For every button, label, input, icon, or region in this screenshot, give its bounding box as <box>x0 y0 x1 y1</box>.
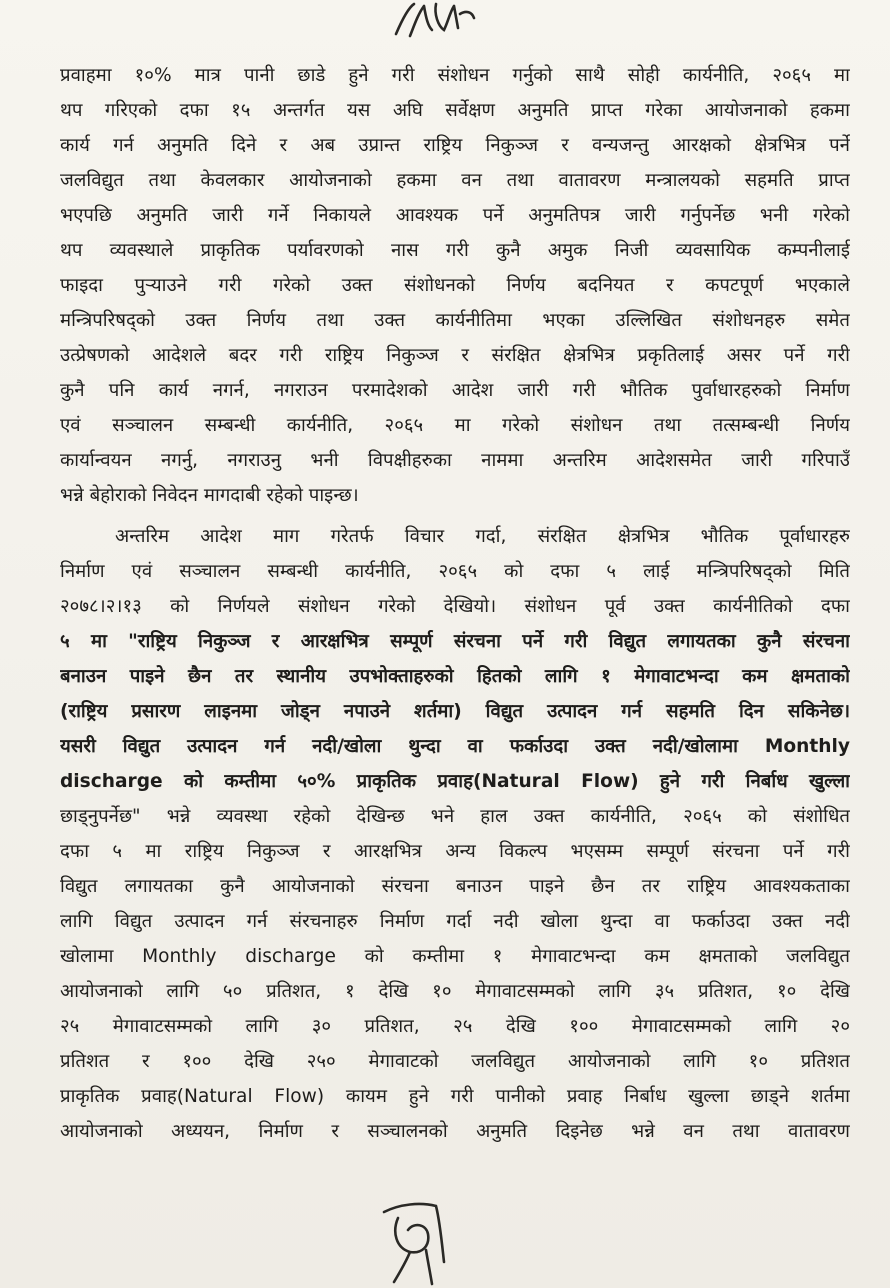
paragraph-2 <box>60 519 850 1149</box>
text-line: भन्ने बेहोराको निवेदन मागदाबी रहेको पाइन्छ। <box>60 485 359 506</box>
text-line: लागि विद्युत उत्पादन गर्न संरचनाहरु निर्माण गर्दा नदी खोला थुन्दा वा फर्काउदा उक्त नदी <box>60 911 850 932</box>
text-line: फाइदा पुऱ्याउने गरी गरेको उक्त संशोधनको निर्णय बदनियत र कपटपूर्ण भएकाले <box>60 275 850 296</box>
paragraph-1 <box>60 58 850 513</box>
handwritten-signature-bottom-icon <box>370 1192 460 1288</box>
quoted-text-line: यसरी विद्युत उत्पादन गर्न नदी/खोला थुन्दा वा फर्काउदा उक्त नदी/खोलामा Monthly <box>60 736 850 757</box>
text-line: २५ मेगावाटसम्मको लागि ३० प्रतिशत, २५ देखि १०० मेगावाटसम्मको लागि २० <box>60 1016 850 1037</box>
text-line: भएपछि अनुमति जारी गर्ने निकायले आवश्यक पर्ने अनुमतिपत्र जारी गर्नुपर्नेछ भनी गरेको <box>60 205 850 226</box>
handwritten-signature-top-icon <box>388 0 478 42</box>
text-line: अन्तरिम आदेश माग गरेतर्फ विचार गर्दा, संरक्षित क्षेत्रभित्र भौतिक पूर्वाधारहरु <box>115 526 850 547</box>
text-line: थप गरिएको दफा १५ अन्तर्गत यस अघि सर्वेक्षण अनुमति प्राप्त गरेका आयोजनाको हकमा <box>60 100 850 121</box>
text-line: मन्त्रिपरिषद्को उक्त निर्णय तथा उक्त कार्यनीतिमा भएका उल्लिखित संशोधनहरु समेत <box>60 310 850 331</box>
text-line: निर्माण एवं सञ्चालन सम्बन्धी कार्यनीति, २०६५ को दफा ५ लाई मन्त्रिपरिषद्को मिति <box>60 561 850 582</box>
text-line: आयोजनाको लागि ५० प्रतिशत, १ देखि १० मेगावाटसम्मको लागि ३५ प्रतिशत, १० देखि <box>60 981 850 1002</box>
text-line: २०७८।२।१३ को निर्णयले संशोधन गरेको देखियो। संशोधन पूर्व उक्त कार्यनीतिको दफा <box>60 596 850 617</box>
text-line: खोलामा Monthly discharge को कम्तीमा १ मेगावाटभन्दा कम क्षमताको जलविद्युत <box>60 946 850 967</box>
text-line: कार्य गर्न अनुमति दिने र अब उप्रान्त राष्ट्रिय निकुञ्ज र वन्यजन्तु आरक्षको क्षेत्रभित्र पर्ने <box>60 135 850 156</box>
text-line: एवं सञ्चालन सम्बन्धी कार्यनीति, २०६५ मा गरेको संशोधन तथा तत्सम्बन्धी निर्णय <box>60 415 850 436</box>
text-line: प्रवाहमा १०% मात्र पानी छाडे हुने गरी संशोधन गर्नुको साथै सोही कार्यनीति, २०६५ मा <box>60 65 850 86</box>
quoted-text-line: discharge को कम्तीमा ५०% प्राकृतिक प्रवाह(Natural Flow) हुने गरी निर्बाध खुल्ला <box>60 771 850 792</box>
text-line: दफा ५ मा राष्ट्रिय निकुञ्ज र आरक्षभित्र अन्य विकल्प भएसम्म सम्पूर्ण संरचना पर्ने गरी <box>60 841 850 862</box>
text-line: विद्युत लगायतका कुनै आयोजनाको संरचना बनाउन पाइने छैन तर राष्ट्रिय आवश्यकताका <box>60 876 850 897</box>
text-line: कार्यान्वयन नगर्नु, नगराउनु भनी विपक्षीहरुका नाममा अन्तरिम आदेशसमेत जारी गरिपाउँ <box>60 450 850 471</box>
quoted-text-line: बनाउन पाइने छैन तर स्थानीय उपभोक्ताहरुको हितको लागि १ मेगावाटभन्दा कम क्षमताको <box>60 666 850 687</box>
text-line: उत्प्रेषणको आदेशले बदर गरी राष्ट्रिय निकुञ्ज र संरक्षित क्षेत्रभित्र प्रकृतिलाई असर पर्ने गरी <box>60 345 850 366</box>
quoted-text-line: (राष्ट्रिय प्रसारण लाइनमा जोड्न नपाउने शर्तमा) विद्युत उत्पादन गर्न सहमति दिन सकिनेछ। <box>60 701 850 722</box>
text-line: कुनै पनि कार्य नगर्न, नगराउन परमादेशको आदेश जारी गरी भौतिक पुर्वाधारहरुको निर्माण <box>60 380 850 401</box>
quoted-text-line: ५ मा "राष्ट्रिय निकुञ्ज र आरक्षभित्र सम्पूर्ण संरचना पर्ने गरी विद्युत लगायतका कुनै संरचना <box>60 631 850 652</box>
text-line: जलविद्युत तथा केवलकार आयोजनाको हकमा वन तथा वातावरण मन्त्रालयको सहमति प्राप्त <box>60 170 850 191</box>
document-body <box>60 58 850 1149</box>
text-line: प्राकृतिक प्रवाह(Natural Flow) कायम हुने गरी पानीको प्रवाह निर्बाध खुल्ला छाड्ने शर्तमा <box>60 1086 850 1107</box>
text-line: छाड्नुपर्नेछ" भन्ने व्यवस्था रहेको देखिन्छ भने हाल उक्त कार्यनीति, २०६५ को संशोधित <box>60 806 850 827</box>
text-line: थप व्यवस्थाले प्राकृतिक पर्यावरणको नास गरी कुनै अमुक निजी व्यवसायिक कम्पनीलाई <box>60 240 850 261</box>
text-line: प्रतिशत र १०० देखि २५० मेगावाटको जलविद्युत आयोजनाको लागि १० प्रतिशत <box>60 1051 850 1072</box>
text-line: आयोजनाको अध्ययन, निर्माण र सञ्चालनको अनुमति दिइनेछ भन्ने वन तथा वातावरण <box>60 1121 850 1142</box>
